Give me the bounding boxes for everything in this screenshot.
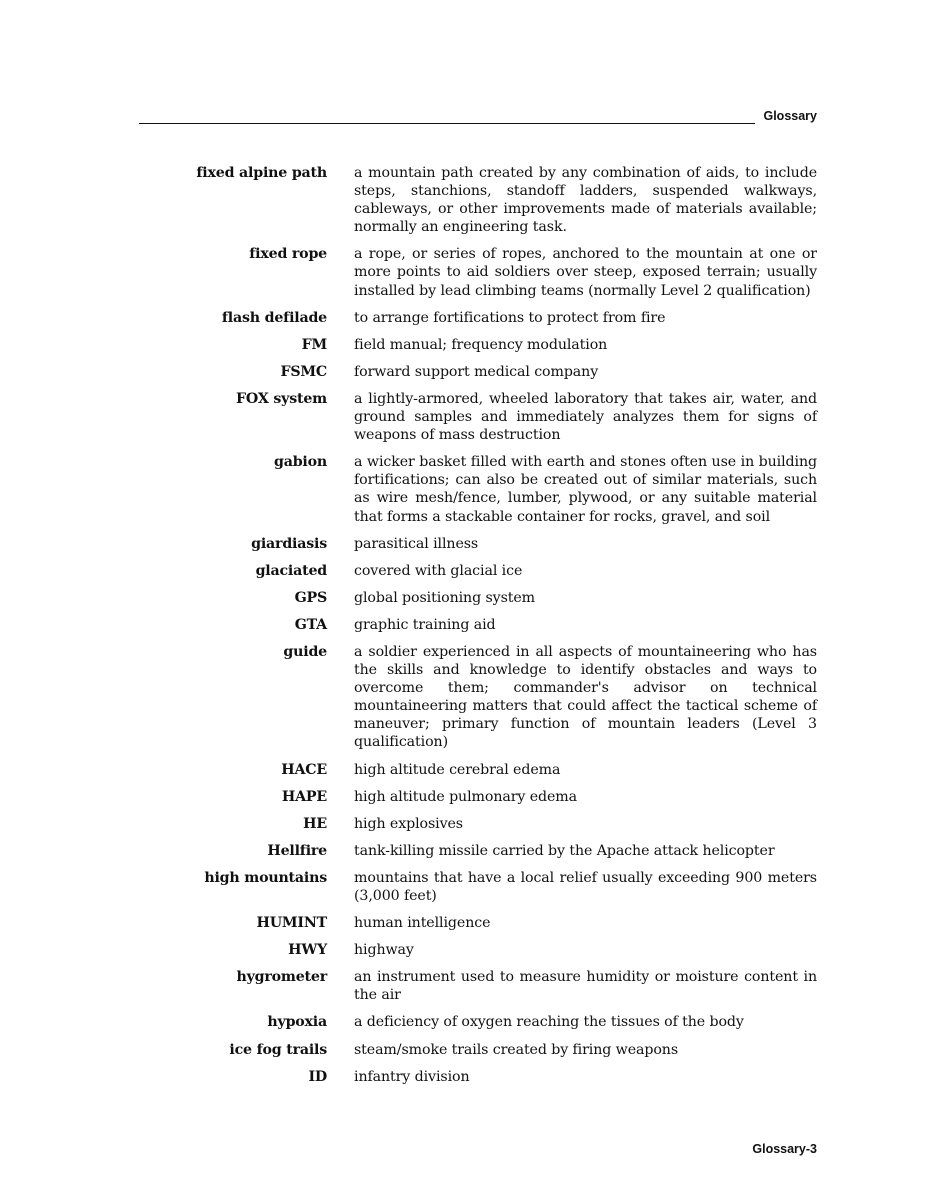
glossary-definition: covered with glacial ice: [354, 562, 523, 579]
glossary-term: ice fog trails: [229, 1041, 327, 1058]
glossary-definition: mountains that have a local relief usually exceeding 900 meters (3,000 feet): [354, 869, 817, 904]
glossary-definition: high explosives: [354, 815, 463, 832]
page-number: Glossary-3: [752, 1142, 817, 1156]
glossary-term: guide: [283, 643, 327, 660]
glossary-entry: [0, 941, 926, 959]
glossary-entry: [0, 535, 926, 553]
glossary-definition: infantry division: [354, 1068, 470, 1085]
running-header-title: Glossary: [763, 109, 817, 123]
glossary-definition: parasitical illness: [354, 535, 479, 552]
glossary-definition: highway: [354, 942, 414, 959]
glossary-entry: [0, 336, 926, 354]
glossary-entry: [0, 363, 926, 381]
glossary-definition: high altitude cerebral edema: [354, 761, 561, 778]
glossary-definition: a soldier experienced in all aspects of mountaineering who has the skills and knowledge to identify obstacles and ways to overcome them; commander's advisor on technical mountaineering matters that could affect the tactical scheme of maneuver; primary function of mountain leaders (Level 3 qualification): [354, 643, 817, 751]
glossary-term: hypoxia: [267, 1014, 327, 1031]
glossary-entry: [0, 589, 926, 607]
glossary-entry: [0, 390, 926, 444]
glossary-term: HAPE: [281, 788, 327, 805]
glossary-entry: [0, 453, 926, 525]
glossary-definition: forward support medical company: [354, 363, 599, 380]
glossary-term: Hellfire: [267, 842, 327, 859]
glossary-list: [0, 164, 926, 1095]
glossary-entry: [0, 562, 926, 580]
glossary-definition: tank-killing missile carried by the Apache attack helicopter: [354, 842, 775, 859]
glossary-definition: a rope, or series of ropes, anchored to the mountain at one or more points to aid soldiers over steep, exposed terrain; usually installed by lead climbing teams (normally Level 2 qualification): [354, 246, 817, 299]
glossary-term: GPS: [294, 589, 327, 606]
glossary-definition: global positioning system: [354, 589, 536, 606]
glossary-term: FSMC: [280, 363, 327, 380]
glossary-term: fixed rope: [249, 246, 327, 263]
glossary-term: fixed alpine path: [196, 165, 327, 181]
glossary-definition: a lightly-armored, wheeled laboratory that takes air, water, and ground samples and immediately analyzes them for signs of weapons of mass destruction: [354, 390, 817, 444]
glossary-term: HACE: [281, 761, 327, 778]
glossary-term: flash defilade: [221, 309, 327, 326]
glossary-definition: field manual; frequency modulation: [354, 336, 608, 353]
glossary-entry: [0, 869, 926, 905]
glossary-term: HUMINT: [256, 915, 327, 932]
glossary-entry: [0, 616, 926, 634]
glossary-term: HE: [303, 815, 327, 832]
glossary-term: HWY: [288, 942, 327, 959]
glossary-entry: [0, 164, 926, 236]
glossary-entry: [0, 842, 926, 860]
glossary-entry: [0, 643, 926, 752]
glossary-term: hygrometer: [236, 969, 327, 986]
glossary-term: giardiasis: [251, 535, 327, 552]
glossary-definition: to arrange fortifications to protect from fire: [354, 309, 666, 326]
glossary-entry: [0, 761, 926, 779]
glossary-definition: a mountain path created by any combination of aids, to include steps, stanchions, standoff ladders, suspended walkways, cableways, or other improvements made of materials available; normally an engineering task.: [354, 165, 817, 236]
glossary-definition: steam/smoke trails created by firing weapons: [354, 1041, 679, 1058]
glossary-entry: [0, 968, 926, 1004]
glossary-term: high mountains: [204, 869, 327, 886]
glossary-term: FOX system: [236, 390, 327, 407]
glossary-definition: an instrument used to measure humidity or moisture content in the air: [354, 969, 817, 1004]
glossary-entry: [0, 245, 926, 299]
glossary-entry: [0, 914, 926, 932]
glossary-term: ID: [308, 1068, 327, 1085]
glossary-term: gabion: [273, 454, 327, 471]
header-rule: [139, 123, 755, 124]
glossary-definition: a deficiency of oxygen reaching the tissues of the body: [354, 1014, 744, 1031]
glossary-definition: a wicker basket filled with earth and stones often use in building fortifications; can also be created out of similar materials, such as wire mesh/fence, lumber, plywood, or any suitable material that forms a stackable container for rocks, gravel, and soil: [354, 454, 817, 525]
glossary-entry: [0, 788, 926, 806]
glossary-entry: [0, 1013, 926, 1031]
glossary-definition: high altitude pulmonary edema: [354, 788, 578, 805]
glossary-term: glaciated: [255, 562, 327, 579]
glossary-definition: graphic training aid: [354, 616, 496, 633]
glossary-definition: human intelligence: [354, 915, 491, 932]
glossary-term: FM: [301, 336, 327, 353]
glossary-entry: [0, 1041, 926, 1059]
glossary-entry: [0, 309, 926, 327]
glossary-entry: [0, 1068, 926, 1086]
glossary-entry: [0, 815, 926, 833]
glossary-term: GTA: [294, 616, 327, 633]
